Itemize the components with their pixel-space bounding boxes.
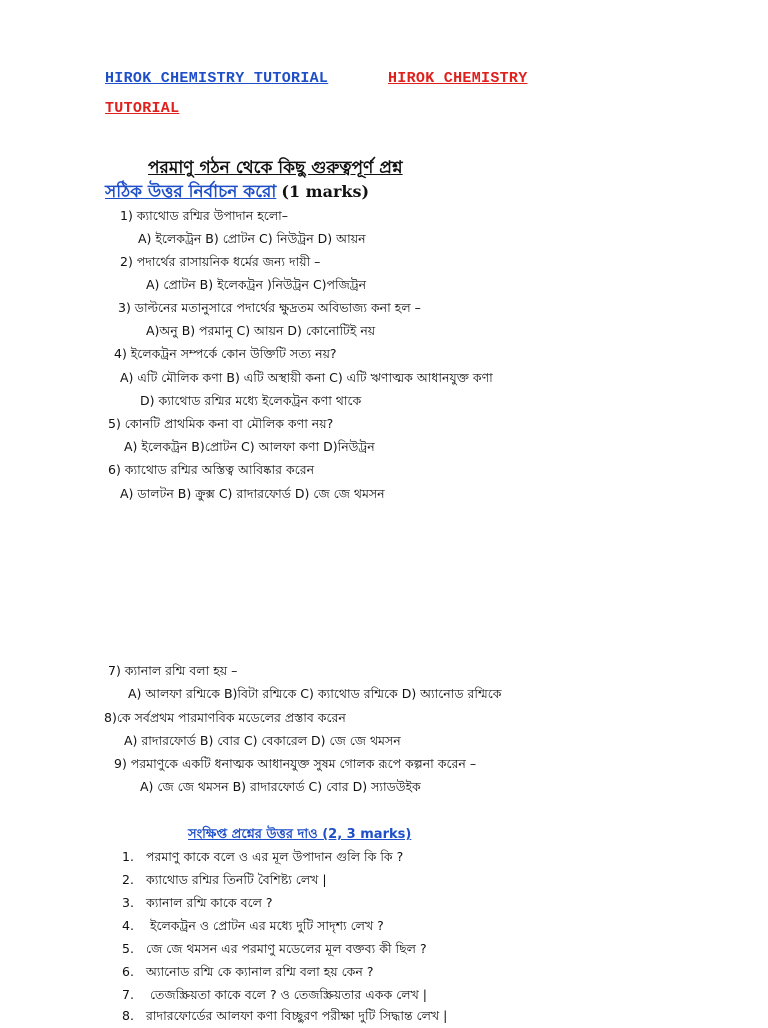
mcq-line: A) প্রোটন B) ইলেকট্রন )নিউট্রন C)পজিট্রন: [146, 277, 367, 292]
mcq-line: A) এটি মৌলিক কণা B) এটি অস্থায়ী কনা C) এটি ঋণাত্মক আধানযুক্ত কণা: [120, 370, 493, 385]
mcq-line: A) আলফা রশ্মিকে B)বিটা রশ্মিকে C) ক্যাথোড রশ্মিকে D) অ্যানোড রশ্মিকে: [128, 686, 502, 701]
mcq-line: A) ডালটন B) ক্রুক্স C) রাদারফোর্ড D) জে জে থমসন: [120, 486, 385, 501]
mcq-line: A)অনু B) পরমানু C) আয়ন D) কোনোটিই নয়: [146, 323, 376, 338]
short-question-text: পরমাণু কাকে বলে ও এর মূল উপাদান গুলি কি কি ?: [146, 849, 404, 864]
short-question-number: 5.: [122, 941, 134, 956]
mcq-line: 1) ক্যাথোড রশ্মির উপাদান হলো–: [120, 208, 289, 223]
page-title: পরমাণু গঠন থেকে কিছু গুরুত্বপূর্ণ প্রশ্ন: [148, 158, 403, 178]
mcq-section-marks: (1 marks): [281, 182, 370, 201]
short-question-text: ক্যাথোড রশ্মির তিনটি বৈশিষ্ট্য লেখ |: [146, 872, 327, 887]
short-question-number: 8.: [122, 1008, 134, 1023]
short-question: [122, 849, 403, 869]
header-title-right-cont: TUTORIAL: [105, 100, 180, 117]
short-question-number: 7.: [122, 987, 134, 1002]
short-question-text: অ্যানোড রশ্মি কে ক্যানাল রশ্মি বলা হয় কেন ?: [146, 964, 374, 979]
mcq-line: 6) ক্যাথোড রশ্মির অস্তিত্ব আবিষ্কার করেন: [108, 462, 315, 477]
header-title-left: HIROK CHEMISTRY TUTORIAL: [105, 70, 329, 87]
short-question-text: রাদারফোর্ডের আলফা কণা বিচ্ছুরণ পরীক্ষা দুটি সিদ্ধান্ত লেখ |: [146, 1008, 448, 1023]
short-question-text: তেজস্ক্রিয়তা কাকে বলে ? ও তেজস্ক্রিয়তার একক লেখ |: [146, 987, 428, 1002]
short-question-number: 2.: [122, 872, 134, 887]
short-question: [122, 987, 427, 1007]
mcq-line: A) রাদারফোর্ড B) বোর C) বেকারেল D) জে জে থমসন: [124, 733, 401, 748]
mcq-line: 2) পদার্থের রাসায়নিক ধর্মের জন্য দায়ী –: [120, 254, 321, 269]
mcq-line: A) জে জে থমসন B) রাদারফোর্ড C) বোর D) স্যাডউইক: [140, 779, 421, 794]
mcq-section-title: সঠিক উত্তর নির্বাচন করো: [105, 182, 277, 202]
short-question: [122, 941, 427, 961]
mcq-line: A) ইলেকট্রন B)প্রোটন C) আলফা কণা D)নিউট্রন: [124, 439, 375, 454]
short-question-text: ক্যানাল রশ্মি কাকে বলে ?: [146, 895, 273, 910]
mcq-line: D) ক্যাথোড রশ্মির মধ্যে ইলেকট্রন কণা থাকে: [140, 393, 362, 408]
short-question: [122, 1008, 447, 1028]
short-question-text: জে জে থমসন এর পরমাণু মডেলের মূল বক্তব্য কী ছিল ?: [146, 941, 427, 956]
short-question-number: 4.: [122, 918, 134, 933]
mcq-line: 8)কে সর্বপ্রথম পারমাণবিক মডেলের প্রস্তাব করেন: [104, 710, 346, 725]
mcq-line: 3) ডাল্টনের মতানুসারে পদার্থের ক্ষুদ্রতম অবিভাজ্য কনা হল –: [118, 300, 421, 315]
mcq-line: 5) কোনটি প্রাথমিক কনা বা মৌলিক কণা নয়?: [108, 416, 334, 431]
mcq-line: A) ইলেকট্রন B) প্রোটন C) নিউট্রন D) আয়ন: [138, 231, 366, 246]
short-question-number: 1.: [122, 849, 134, 864]
mcq-section-heading: [105, 179, 369, 207]
mcq-line: 9) পরমাণুকে একটি ধনাত্মক আধানযুক্ত সুষম গোলক রূপে কল্পনা করেন –: [114, 756, 477, 771]
short-question-text: ইলেকট্রন ও প্রোটন এর মধ্যে দুটি সাদৃশ্য লেখ ?: [146, 918, 384, 933]
mcq-line: 7) ক্যানাল রশ্মি বলা হয় –: [108, 663, 238, 678]
mcq-line: 4) ইলেকট্রন সম্পর্কে কোন উক্তিটি সত্য নয়?: [114, 346, 337, 361]
short-question: [122, 964, 374, 984]
short-question-number: 6.: [122, 964, 134, 979]
short-question: [122, 872, 327, 892]
short-question: [122, 895, 273, 915]
header-title-right: HIROK CHEMISTRY: [388, 70, 528, 87]
short-question-number: 3.: [122, 895, 134, 910]
short-section-title: সংক্ষিপ্ত প্রশ্নের উত্তর দাও (2, 3 marks): [188, 827, 412, 842]
short-question: [122, 918, 384, 938]
